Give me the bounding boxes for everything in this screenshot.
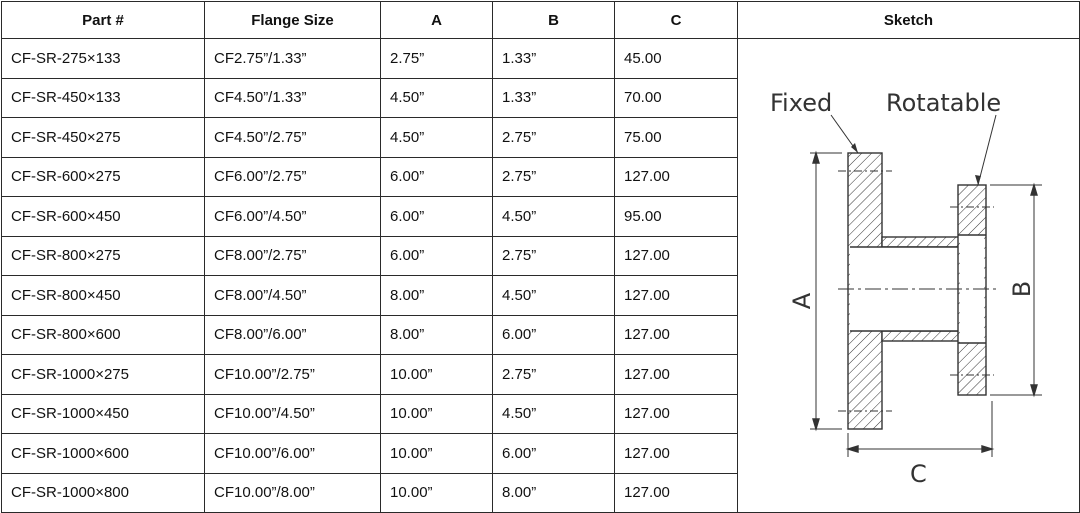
flange-size-cell: CF10.00”/2.75” xyxy=(205,355,381,395)
flange-size-cell: CF2.75”/1.33” xyxy=(205,39,381,79)
c-cell: 127.00 xyxy=(615,276,738,316)
a-cell: 10.00” xyxy=(381,394,493,434)
header-a: A xyxy=(381,2,493,39)
c-cell: 45.00 xyxy=(615,39,738,79)
flange-size-cell: CF6.00”/2.75” xyxy=(205,157,381,197)
flange-size-cell: CF6.00”/4.50” xyxy=(205,197,381,237)
flange-size-cell: CF8.00”/2.75” xyxy=(205,236,381,276)
b-cell: 1.33” xyxy=(493,78,615,118)
part-number-cell: CF-SR-1000×600 xyxy=(2,434,205,474)
b-cell: 2.75” xyxy=(493,236,615,276)
header-part-number: Part # xyxy=(2,2,205,39)
c-cell: 75.00 xyxy=(615,118,738,158)
flange-size-cell: CF10.00”/6.00” xyxy=(205,434,381,474)
b-cell: 1.33” xyxy=(493,39,615,79)
tube-bottom-wall xyxy=(882,331,970,341)
a-cell: 10.00” xyxy=(381,434,493,474)
c-cell: 95.00 xyxy=(615,197,738,237)
flange-size-cell: CF10.00”/8.00” xyxy=(205,473,381,513)
c-cell: 127.00 xyxy=(615,315,738,355)
part-number-cell: CF-SR-1000×275 xyxy=(2,355,205,395)
part-number-cell: CF-SR-800×275 xyxy=(2,236,205,276)
sketch-cell xyxy=(738,39,1080,513)
flange-size-cell: CF8.00”/4.50” xyxy=(205,276,381,316)
a-cell: 6.00” xyxy=(381,197,493,237)
part-number-cell: CF-SR-1000×800 xyxy=(2,473,205,513)
a-cell: 8.00” xyxy=(381,315,493,355)
part-number-cell: CF-SR-450×133 xyxy=(2,78,205,118)
a-cell: 6.00” xyxy=(381,157,493,197)
flange-size-cell: CF10.00”/4.50” xyxy=(205,394,381,434)
flange-size-cell: CF8.00”/6.00” xyxy=(205,315,381,355)
b-cell: 4.50” xyxy=(493,197,615,237)
header-flange-size: Flange Size xyxy=(205,2,381,39)
part-number-cell: CF-SR-600×275 xyxy=(2,157,205,197)
c-cell: 127.00 xyxy=(615,394,738,434)
table-row xyxy=(2,39,1080,79)
b-cell: 6.00” xyxy=(493,434,615,474)
a-cell: 2.75” xyxy=(381,39,493,79)
c-cell: 127.00 xyxy=(615,473,738,513)
part-number-cell: CF-SR-800×600 xyxy=(2,315,205,355)
rotatable-label: Rotatable xyxy=(886,89,1002,117)
header-sketch: Sketch xyxy=(738,2,1080,39)
b-cell: 4.50” xyxy=(493,394,615,434)
flange-sketch xyxy=(738,39,1080,507)
dimension-a-label: A xyxy=(788,292,816,310)
a-cell: 4.50” xyxy=(381,78,493,118)
dimension-c-label: C xyxy=(910,460,927,488)
flange-size-cell: CF4.50”/2.75” xyxy=(205,118,381,158)
dimension-b-label: B xyxy=(1008,280,1036,298)
part-number-cell: CF-SR-800×450 xyxy=(2,276,205,316)
b-cell: 2.75” xyxy=(493,157,615,197)
a-cell: 4.50” xyxy=(381,118,493,158)
part-number-cell: CF-SR-275×133 xyxy=(2,39,205,79)
c-cell: 70.00 xyxy=(615,78,738,118)
tube-top-wall xyxy=(882,237,970,247)
c-cell: 127.00 xyxy=(615,157,738,197)
b-cell: 2.75” xyxy=(493,118,615,158)
c-cell: 127.00 xyxy=(615,236,738,276)
flange-spec-table xyxy=(1,1,1080,513)
a-cell: 6.00” xyxy=(381,236,493,276)
fixed-label: Fixed xyxy=(770,89,833,117)
b-cell: 6.00” xyxy=(493,315,615,355)
c-cell: 127.00 xyxy=(615,434,738,474)
a-cell: 10.00” xyxy=(381,355,493,395)
header-c: C xyxy=(615,2,738,39)
flange-size-cell: CF4.50”/1.33” xyxy=(205,78,381,118)
header-b: B xyxy=(493,2,615,39)
c-cell: 127.00 xyxy=(615,355,738,395)
b-cell: 4.50” xyxy=(493,276,615,316)
b-cell: 8.00” xyxy=(493,473,615,513)
a-cell: 8.00” xyxy=(381,276,493,316)
part-number-cell: CF-SR-600×450 xyxy=(2,197,205,237)
b-cell: 2.75” xyxy=(493,355,615,395)
part-number-cell: CF-SR-450×275 xyxy=(2,118,205,158)
header-row xyxy=(2,2,1080,39)
rotatable-leader xyxy=(978,115,996,185)
part-number-cell: CF-SR-1000×450 xyxy=(2,394,205,434)
a-cell: 10.00” xyxy=(381,473,493,513)
